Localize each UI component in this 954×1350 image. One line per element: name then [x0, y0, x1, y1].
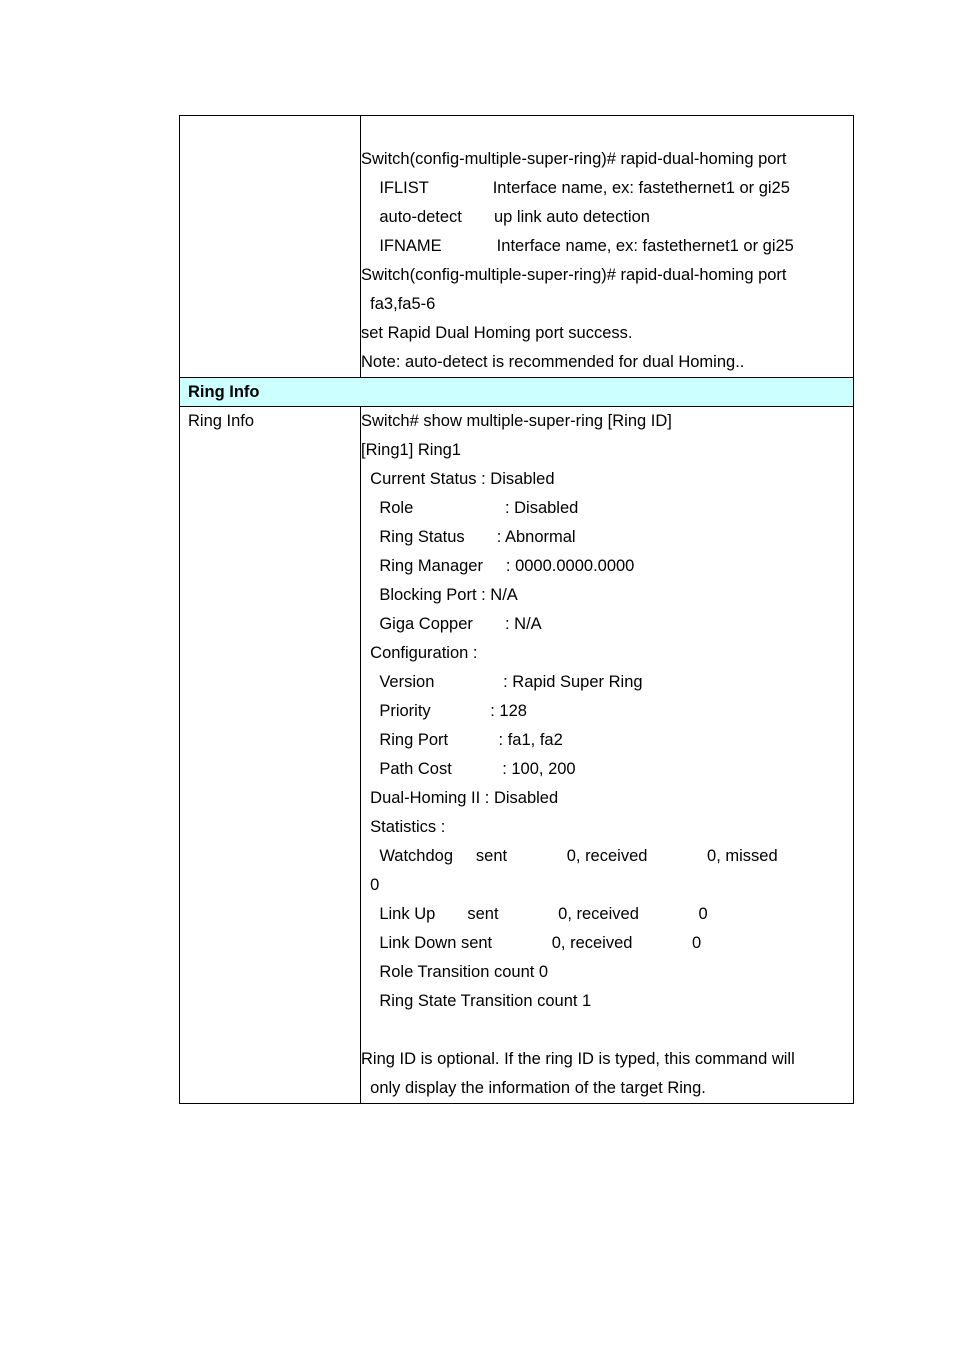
command-line: Path Cost : 100, 200 — [361, 760, 576, 778]
command-line: Switch(config-multiple-super-ring)# rapid-dual-homing port — [361, 150, 787, 168]
command-cell — [361, 407, 854, 1104]
document-table — [179, 115, 854, 1104]
command-line: Current Status : Disabled — [361, 470, 555, 488]
command-line: Statistics : — [361, 818, 446, 836]
command-line: Configuration : — [361, 644, 478, 662]
command-line: 0 — [361, 876, 380, 894]
table-row — [180, 407, 854, 1104]
command-line: Ring Manager : 0000.0000.0000 — [361, 557, 635, 575]
row-label-cell — [180, 116, 361, 378]
command-line: Link Down sent 0, received 0 — [361, 934, 702, 952]
command-line: Ring Status : Abnormal — [361, 528, 576, 546]
command-line: auto-detect up link auto detection — [361, 208, 650, 226]
command-line: IFNAME Interface name, ex: fastethernet1 or gi25 — [361, 237, 794, 255]
command-line: Ring ID is optional. If the ring ID is typed, this command will — [361, 1050, 795, 1068]
section-title: Ring Info — [180, 378, 854, 407]
command-line: only display the information of the target Ring. — [361, 1079, 706, 1097]
command-line: Ring Port : fa1, fa2 — [361, 731, 563, 749]
command-line — [361, 1016, 853, 1045]
command-line: Dual-Homing II : Disabled — [361, 789, 559, 807]
command-line: Ring State Transition count 1 — [361, 992, 592, 1010]
command-line: Priority : 128 — [361, 702, 527, 720]
row-label-cell: Ring Info — [180, 407, 361, 1104]
command-line: Switch(config-multiple-super-ring)# rapid-dual-homing port — [361, 266, 787, 284]
section-header-row — [180, 378, 854, 407]
command-line: Watchdog sent 0, received 0, missed — [361, 847, 778, 865]
command-line: Version : Rapid Super Ring — [361, 673, 643, 691]
command-line: Role Transition count 0 — [361, 963, 549, 981]
command-line: Role : Disabled — [361, 499, 579, 517]
command-line: Blocking Port : N/A — [361, 586, 518, 604]
command-line: Note: auto-detect is recommended for dual Homing.. — [361, 353, 745, 371]
command-cell — [361, 116, 854, 378]
command-line: fa3,fa5-6 — [361, 295, 436, 313]
table-row — [180, 116, 854, 378]
command-line: Giga Copper : N/A — [361, 615, 542, 633]
command-line: set Rapid Dual Homing port success. — [361, 324, 633, 342]
command-line: Switch# show multiple-super-ring [Ring ID] — [361, 412, 672, 430]
command-line: [Ring1] Ring1 — [361, 441, 461, 459]
command-line: Link Up sent 0, received 0 — [361, 905, 708, 923]
command-line: IFLIST Interface name, ex: fastethernet1 or gi25 — [361, 179, 790, 197]
